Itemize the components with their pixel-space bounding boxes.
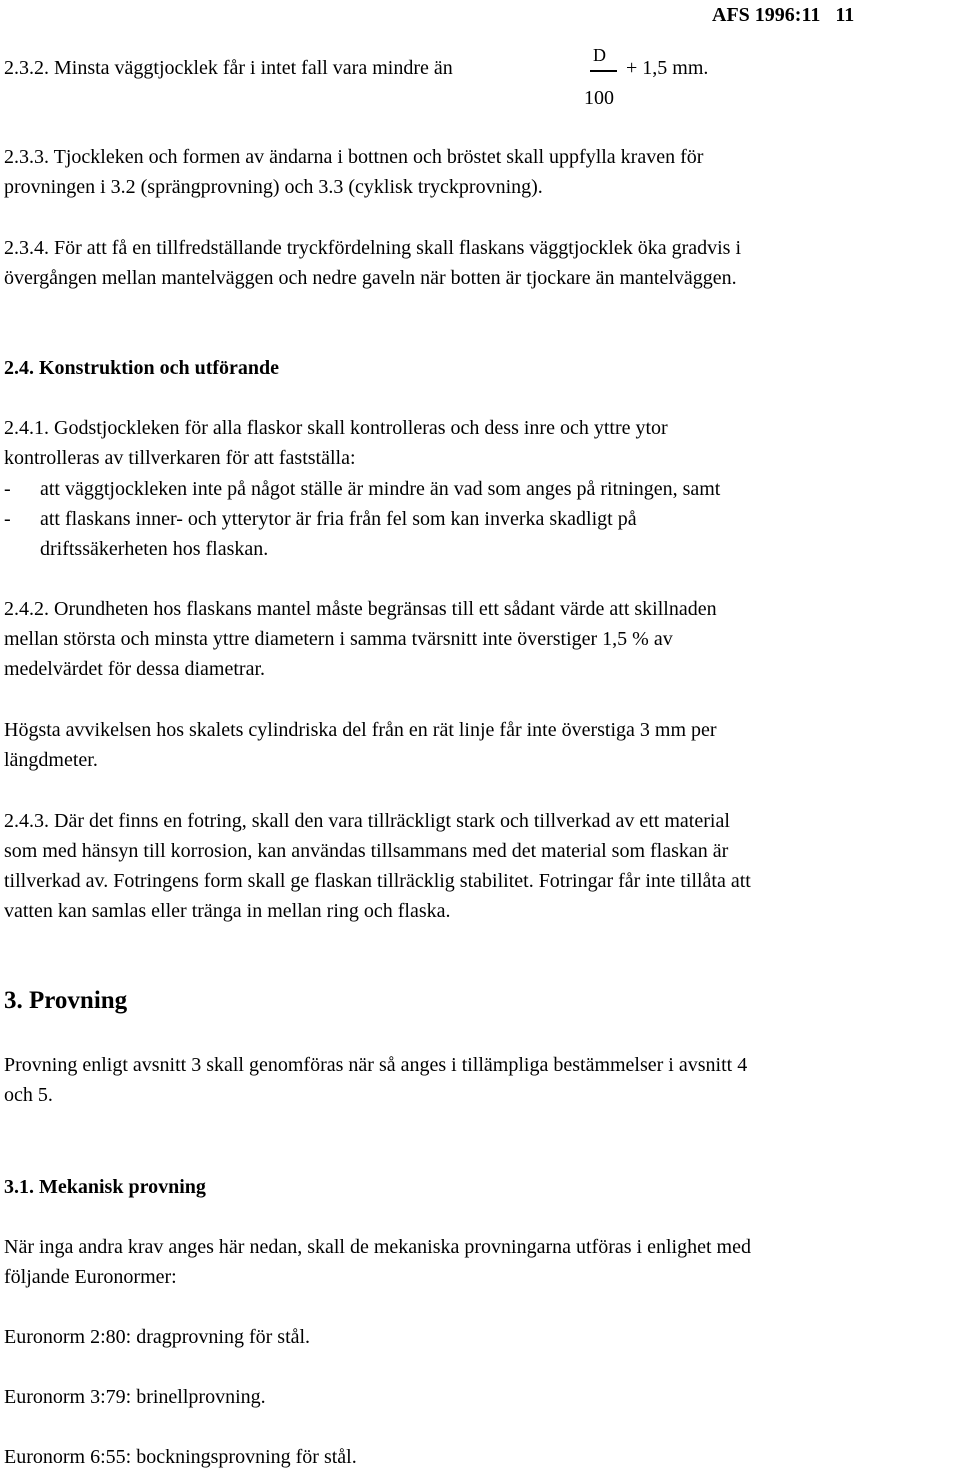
section-heading-3: 3. Provning [4, 987, 128, 1014]
euronorm-6-55: Euronorm 6:55: bockningsprovning för stål. [4, 1446, 357, 1468]
euronorm-3-79: Euronorm 3:79: brinellprovning. [4, 1386, 266, 1408]
paragraph-2-4-3-line1: 2.4.3. Där det finns en fotring, skall den vara tillräckligt stark och tillverkad av ett material [4, 810, 730, 832]
paragraph-2-4-2-line1: 2.4.2. Orundheten hos flaskans mantel måste begränsas till ett sådant värde att skillnaden [4, 598, 717, 620]
paragraph-3-line1: Provning enligt avsnitt 3 skall genomföras när så anges i tillämpliga bestämmelser i avsnitt 4 [4, 1054, 748, 1076]
euronorm-2-80: Euronorm 2:80: dragprovning för stål. [4, 1326, 311, 1348]
page-number: 11 [835, 4, 855, 26]
section-heading-3-1: 3.1. Mekanisk provning [4, 1176, 206, 1198]
fraction-denominator: 100 [584, 87, 614, 109]
paragraph-2-4-1-line1: 2.4.1. Godstjockleken för alla flaskor skall kontrolleras och dess inre och yttre ytor [4, 417, 668, 439]
doc-ref: AFS 1996:11 [712, 4, 821, 26]
list-item-2-line2: driftssäkerheten hos flaskan. [40, 538, 269, 560]
paragraph-2-4-3-line3: tillverkad av. Fotringens form skall ge flaskan tillräcklig stabilitet. Fotringar får inte tillåta att [4, 870, 751, 892]
paragraph-2-4-2-line2: mellan största och minsta yttre diametern i samma tvärsnitt inte överstiger 1,5 % av [4, 628, 673, 650]
list-item-2-line1: att flaskans inner- och ytterytor är fria från fel som kan inverka skadligt på [40, 508, 637, 530]
paragraph-3-1-line2: följande Euronormer: [4, 1266, 177, 1288]
paragraph-2-3-3-line2: provningen i 3.2 (sprängprovning) och 3.3 (cyklisk tryckprovning). [4, 176, 543, 198]
paragraph-2-4-2b-line2: längdmeter. [4, 749, 98, 771]
paragraph-3-line2: och 5. [4, 1084, 53, 1106]
paragraph-2-4-1-line2: kontrolleras av tillverkaren för att fastställa: [4, 447, 356, 469]
paragraph-3-1-line1: När inga andra krav anges här nedan, skall de mekaniska provningarna utföras i enlighet med [4, 1236, 751, 1258]
fraction-bar [590, 70, 617, 72]
paragraph-2-4-2-line3: medelvärdet för dessa diametrar. [4, 658, 265, 680]
paragraph-2-4-2b-line1: Högsta avvikelsen hos skalets cylindriska del från en rät linje får inte överstiga 3 mm per [4, 719, 717, 741]
list-dash-2: - [4, 508, 11, 530]
paragraph-2-3-4-line2: övergången mellan mantelväggen och nedre gaveln när botten är tjockare än mantelväggen. [4, 267, 737, 289]
paragraph-2-4-3-line4: vatten kan samlas eller tränga in mellan ring och flaska. [4, 900, 451, 922]
section-heading-2-4: 2.4. Konstruktion och utförande [4, 357, 280, 379]
fraction-suffix: + 1,5 mm. [626, 57, 709, 79]
list-item-1: att väggtjockleken inte på något ställe är mindre än vad som anges på ritningen, samt [40, 478, 721, 500]
paragraph-2-3-4-line1: 2.3.4. För att få en tillfredställande tryckfördelning skall flaskans väggtjocklek öka gradvis i [4, 237, 742, 259]
paragraph-2-4-3-line2: som med hänsyn till korrosion, kan användas tillsammans med det material som flaskan är [4, 840, 729, 862]
list-dash-1: - [4, 478, 11, 500]
fraction-numerator: D [593, 45, 606, 65]
paragraph-2-3-2: 2.3.2. Minsta väggtjocklek får i intet fall vara mindre än [4, 57, 453, 79]
document-reference [712, 0, 854, 30]
paragraph-2-3-3-line1: 2.3.3. Tjockleken och formen av ändarna i bottnen och bröstet skall uppfylla kraven för [4, 146, 704, 168]
